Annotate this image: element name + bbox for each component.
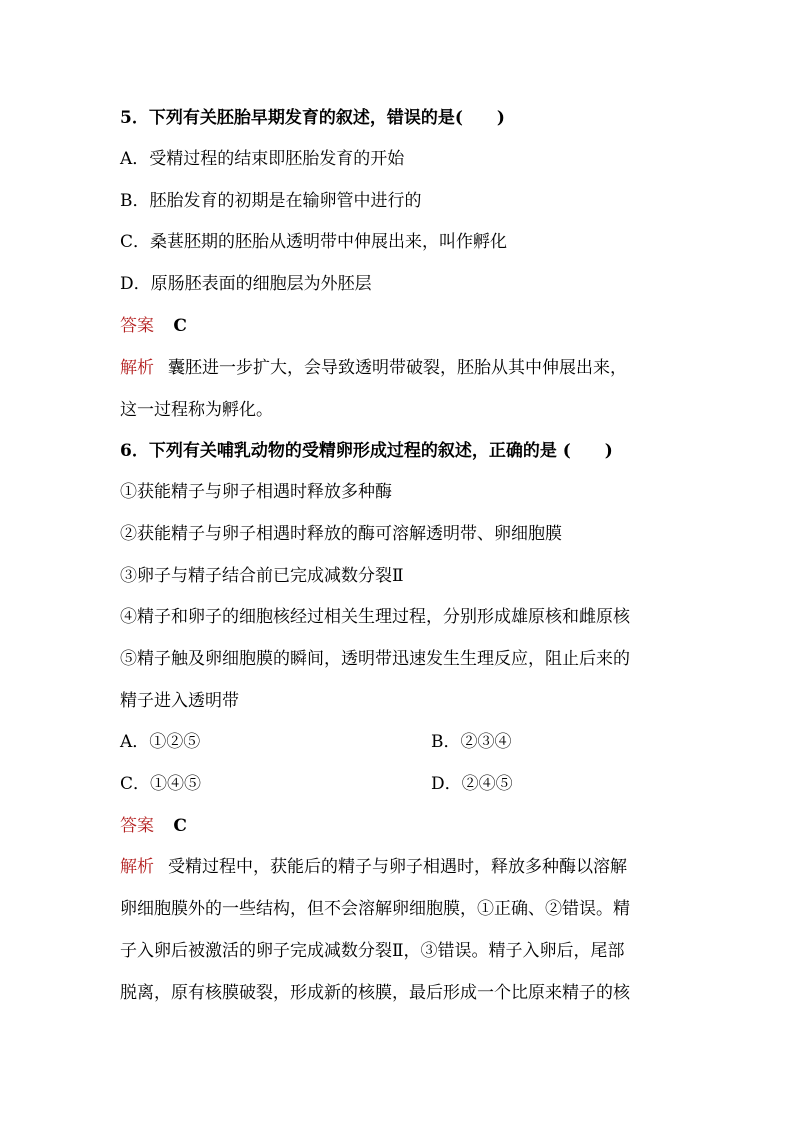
q6-stem: 6．下列有关哺乳动物的受精卵形成过程的叙述，正确的是 ( ) [120, 441, 613, 461]
q5-answer-label: 答案 [120, 316, 154, 336]
q5-option-b: B．胚胎发育的初期是在输卵管中进行的 [120, 191, 422, 211]
q6-option-b: B．②③④ [431, 732, 512, 752]
q5-analysis-text-1: 囊胚进一步扩大，会导致透明带破裂，胚胎从其中伸展出来， [168, 358, 627, 378]
q6-answer-value: C [173, 816, 187, 836]
q5-analysis-line-1 [120, 356, 627, 380]
q5-analysis-line-2: 这一过程称为孵化。 [120, 400, 273, 420]
q6-answer-line [120, 814, 187, 838]
q6-statement-5: ⑤精子触及卵细胞膜的瞬间，透明带迅速发生生理反应，阻止后来的 [120, 649, 630, 669]
q5-option-a: A．受精过程的结束即胚胎发育的开始 [120, 149, 405, 169]
q6-statement-2: ②获能精子与卵子相遇时释放的酶可溶解透明带、卵细胞膜 [120, 524, 562, 544]
q6-analysis-label: 解析 [120, 857, 154, 877]
q6-analysis-line-1 [120, 855, 627, 879]
q5-stem: 5．下列有关胚胎早期发育的叙述，错误的是( ) [120, 108, 505, 128]
q5-answer-line [120, 314, 187, 338]
q6-statement-5-cont: 精子进入透明带 [120, 691, 239, 711]
q6-analysis-line-2: 卵细胞膜外的一些结构，但不会溶解卵细胞膜，①正确、②错误。精 [120, 899, 630, 919]
q6-answer-label: 答案 [120, 816, 154, 836]
q6-statement-3: ③卵子与精子结合前已完成减数分裂Ⅱ [120, 566, 404, 586]
q6-analysis-text-1: 受精过程中，获能后的精子与卵子相遇时，释放多种酶以溶解 [168, 857, 627, 877]
q5-answer-value: C [173, 316, 187, 336]
q5-option-c: C．桑葚胚期的胚胎从透明带中伸展出来，叫作孵化 [120, 232, 508, 252]
q6-option-a: A．①②⑤ [120, 732, 201, 752]
q6-statement-4: ④精子和卵子的细胞核经过相关生理过程，分别形成雄原核和雌原核 [120, 607, 630, 627]
q6-analysis-line-3: 子入卵后被激活的卵子完成减数分裂Ⅱ，③错误。精子入卵后，尾部 [120, 941, 625, 961]
q6-analysis-line-4: 脱离，原有核膜破裂，形成新的核膜，最后形成一个比原来精子的核 [120, 983, 630, 1003]
q5-option-d: D．原肠胚表面的细胞层为外胚层 [120, 274, 372, 294]
q6-option-c: C．①④⑤ [120, 774, 202, 794]
q6-option-d: D．②④⑤ [431, 774, 513, 794]
q6-statement-1: ①获能精子与卵子相遇时释放多种酶 [120, 482, 392, 502]
q5-analysis-label: 解析 [120, 358, 154, 378]
